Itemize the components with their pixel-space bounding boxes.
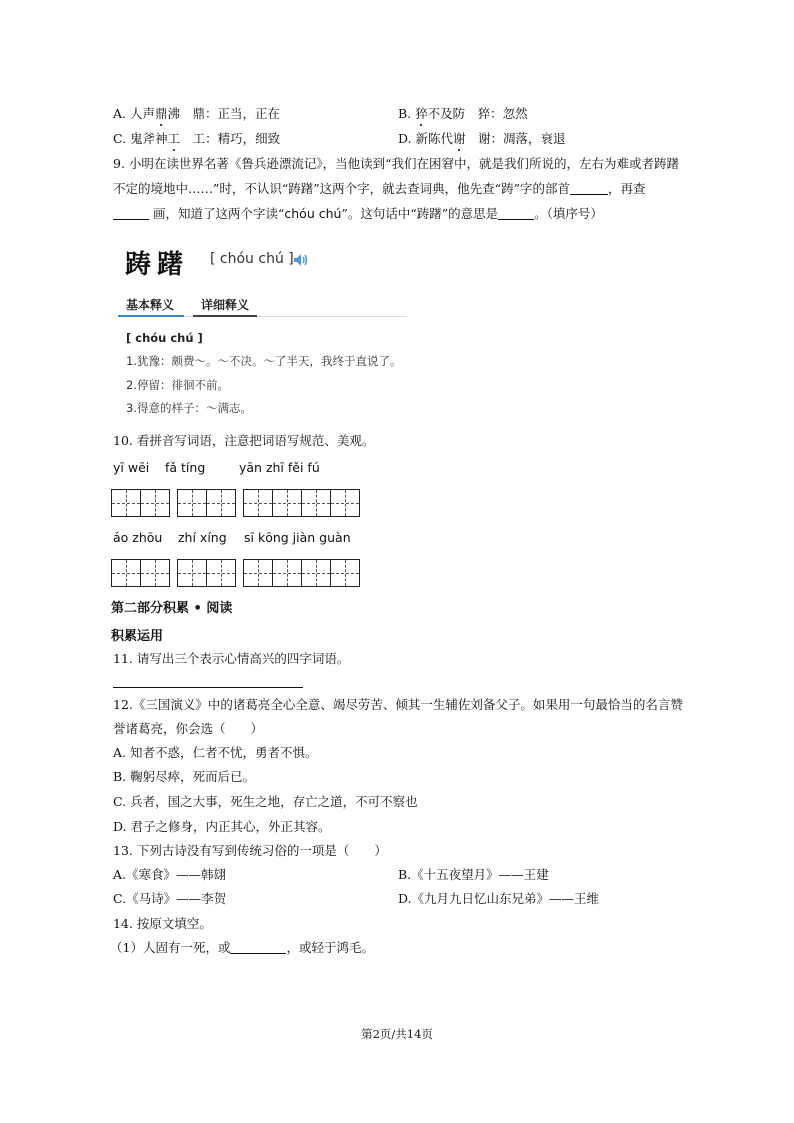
option-c-dotted: 工 <box>167 131 181 146</box>
writing-grid[interactable] <box>243 489 359 517</box>
q14-line1-end: ，或轻于鸿毛。 <box>286 940 374 955</box>
char-box[interactable] <box>272 489 302 517</box>
q9-line3-text: 画，知道了这两个字读“ <box>152 206 285 221</box>
q14-line1 <box>110 940 374 956</box>
char-box[interactable] <box>330 559 360 587</box>
answer-blank[interactable] <box>113 206 149 220</box>
dict-word: 踌躇 <box>125 250 190 280</box>
q12-line1: 12.《三国演义》中的诸葛亮全心全意、竭尽劳苦、倾其一生辅佐刘备父子。如果用一句最恰当的名言赞 <box>113 697 683 712</box>
q12-line2: 誉诸葛亮，你会选（ ） <box>113 721 264 736</box>
writing-grid[interactable] <box>111 489 169 517</box>
q9-line2-end: ，再查 <box>607 181 646 196</box>
subsection-heading: 积累运用 <box>111 629 164 644</box>
char-box[interactable] <box>140 489 170 517</box>
page-footer: 第2页/共14页 <box>361 1027 433 1041</box>
answer-line[interactable] <box>113 687 303 688</box>
char-box[interactable] <box>301 489 331 517</box>
option-c-pre: C. 鬼斧神 <box>113 131 168 146</box>
speaker-icon[interactable] <box>293 252 309 266</box>
tab-basic[interactable]: 基本释义 <box>126 298 175 312</box>
option-a <box>113 106 280 122</box>
char-box[interactable] <box>177 559 207 587</box>
char-box[interactable] <box>111 559 141 587</box>
q10-title: 10. 看拼音写词语，注意把词语写规范、美观。 <box>113 433 375 448</box>
pinyin-label: fǎ tíng <box>165 460 206 475</box>
q12-option-c: C. 兵者，国之大事，死生之地，存亡之道，不可不察也 <box>113 794 418 809</box>
q13-title: 13. 下列古诗没有写到传统习俗的一项是（ ） <box>113 843 387 858</box>
option-c-post: 工：精巧，细致 <box>180 131 281 146</box>
tab-detail[interactable]: 详细释义 <box>201 298 250 312</box>
writing-grid[interactable] <box>111 559 169 587</box>
option-a-dotted: 鼎 <box>154 106 168 121</box>
option-d <box>398 131 566 147</box>
option-c <box>113 131 280 147</box>
pinyin-label: áo zhōu <box>113 530 163 545</box>
char-box[interactable] <box>301 559 331 587</box>
option-b-dotted: 猝 <box>415 106 428 121</box>
writing-grid[interactable] <box>243 559 359 587</box>
def-pinyin: [ chóu chú ] <box>126 331 203 345</box>
q9-line2 <box>113 181 645 197</box>
q9-line2-text: 不定的境地中……”时，不认识“踌躇”这两个字，就去查词典，他先查“踌”字的部首 <box>113 181 570 196</box>
tab-active-indicator <box>118 315 184 317</box>
char-box[interactable] <box>330 489 360 517</box>
char-box[interactable] <box>206 489 236 517</box>
def-item: 1.犹豫：颇费～。～不决。～了半天，我终于直说了。 <box>126 354 402 368</box>
option-d-pre: D. 新陈代 <box>398 131 454 146</box>
q12-option-b: B. 鞠躬尽瘁，死而后已。 <box>113 769 256 784</box>
tab-indicator <box>193 315 257 317</box>
q9-line3 <box>113 206 603 222</box>
option-b <box>398 106 528 122</box>
q9-line3-mid: ”。这句话中“踌躇”的意思是 <box>341 206 499 221</box>
char-box[interactable] <box>140 559 170 587</box>
option-a-post: 沸 鼎：正当，正在 <box>167 106 281 121</box>
dict-pinyin: [ chóu chú ] <box>210 251 294 267</box>
q13-option-b: B.《十五夜望月》——王建 <box>398 867 549 882</box>
q14-line1-text: （1）人固有一死，或 <box>110 940 231 955</box>
pinyin-label: yān zhī fěi fú <box>239 460 320 475</box>
answer-blank[interactable] <box>570 181 608 195</box>
q9-line1: 9. 小明在读世界名著《鲁兵逊漂流记》，当他读到“我们在困窘中，就是我们所说的，左右为难或者踌躇 <box>113 156 680 171</box>
q14-title: 14. 按原文填空。 <box>113 916 212 931</box>
q9-line3-end: 。（填序号） <box>534 206 603 221</box>
pinyin-label: yī wēi <box>113 460 150 475</box>
q12-option-a: A. 知者不惑，仁者不忧，勇者不惧。 <box>113 745 318 760</box>
pinyin-label: sī kōng jiàn guàn <box>244 530 351 545</box>
char-box[interactable] <box>206 559 236 587</box>
option-d-post: 谢：凋落，衰退 <box>465 131 566 146</box>
char-box[interactable] <box>243 559 273 587</box>
def-item: 2.停留：徘徊不前。 <box>126 378 229 392</box>
option-d-dotted: 谢 <box>453 131 466 146</box>
answer-blank[interactable] <box>230 940 286 954</box>
q13-option-c: C.《马诗》——李贺 <box>113 891 227 906</box>
pinyin-label: zhí xíng <box>178 530 227 545</box>
answer-blank[interactable] <box>498 206 534 220</box>
option-b-pre: B. <box>398 106 416 121</box>
writing-grid[interactable] <box>177 489 235 517</box>
char-box[interactable] <box>177 489 207 517</box>
q13-option-d: D.《九月九日忆山东兄弟》——王维 <box>398 891 600 906</box>
option-b-post: 不及防 猝：忽然 <box>427 106 528 121</box>
char-box[interactable] <box>243 489 273 517</box>
option-a-pre: A. 人声 <box>113 106 155 121</box>
def-item: 3.得意的样子：～满志。 <box>126 401 252 415</box>
writing-grid[interactable] <box>177 559 235 587</box>
q9-pinyin: chóu chú <box>284 206 342 221</box>
char-box[interactable] <box>272 559 302 587</box>
q12-option-d: D. 君子之修身，内正其心，外正其容。 <box>113 819 331 834</box>
char-box[interactable] <box>111 489 141 517</box>
q11-text: 11. 请写出三个表示心情高兴的四字词语。 <box>113 651 350 666</box>
q13-option-a: A.《寒食》——韩翃 <box>113 867 227 882</box>
section-heading: 第二部分积累 • 阅读 <box>111 601 233 616</box>
